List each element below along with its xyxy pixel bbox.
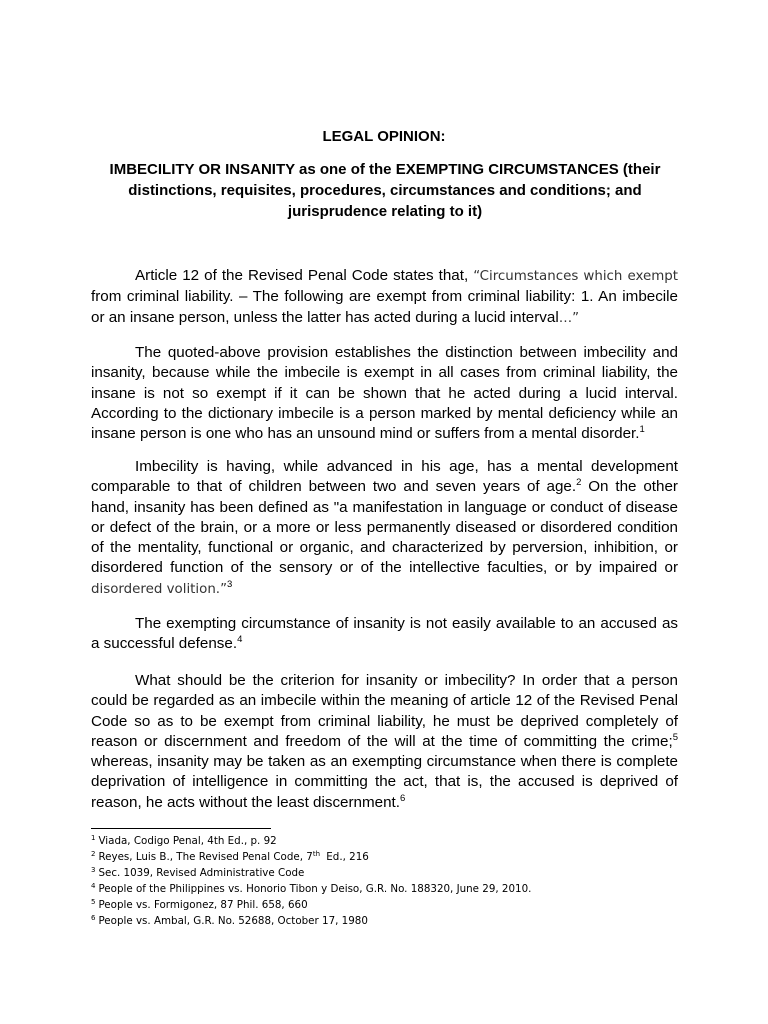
paragraph-criterion <box>91 671 678 813</box>
footnote-number: 5 <box>91 898 96 906</box>
page-title: LEGAL OPINION: <box>322 128 446 145</box>
footnote-item <box>91 881 691 897</box>
footnote-number: 4 <box>91 882 96 890</box>
footnote-item <box>91 897 691 913</box>
footnote-text: Reyes, Luis B., The Revised Penal Code, 7 <box>98 851 313 863</box>
footnote-item <box>91 833 691 849</box>
subtitle-line-2: distinctions, requisites, procedures, circumstances and conditions; and <box>128 182 642 199</box>
quoted-text: disordered volition.” <box>91 581 228 597</box>
footnote-divider <box>91 828 271 829</box>
footnote-number: 6 <box>91 914 96 922</box>
footnote-text: People vs. Formigonez, 87 Phil. 658, 660 <box>98 899 308 911</box>
footnote-text: People of the Philippines vs. Honorio Tibon y Deiso, G.R. No. 188320, June 29, 2010. <box>98 883 532 895</box>
paragraph-text: Article 12 of the Revised Penal Code states that, <box>135 267 474 284</box>
paragraph-text: The exempting circumstance of insanity is not easily available to an accused as a successful defense. <box>91 615 678 653</box>
paragraph-article-12 <box>91 266 678 329</box>
footnote-text: Ed., 216 <box>323 851 369 863</box>
footnote-ref: 3 <box>227 578 233 590</box>
footnote-ref: 6 <box>399 792 406 804</box>
footnote-ref: 4 <box>237 634 243 646</box>
footnote-text: Viada, Codigo Penal, 4th Ed., p. 92 <box>98 835 277 847</box>
footnote-number: 2 <box>91 850 96 858</box>
subtitle-line-1: IMBECILITY OR INSANITY as one of the EXEMPTING CIRCUMSTANCES (their <box>109 161 661 178</box>
footnote-item <box>91 849 691 865</box>
paragraph-text: from criminal liability. – The following are exempt from criminal liability: 1. An imbecile or an insane person, unless the latter has acted during a lucid interval <box>91 288 678 326</box>
footnote-ref: 1 <box>639 424 645 436</box>
quote-ellipsis: …” <box>558 310 580 326</box>
paragraph-text: whereas, insanity may be taken as an exempting circumstance when there is complete deprivation of intelligence in committing the act, that is, the accused is deprived of reason, he acts without the least discernment. <box>91 753 678 811</box>
quoted-text: “Circumstances which exempt <box>473 269 678 284</box>
paragraph-text: The quoted-above provision establishes the distinction between imbecility and insanity, because while the imbecile is exempt in all cases from criminal liability, the insane is not so exempt if it can be shown that he acted during a lucid interval. According to the dictionary imbecile is a person marked by mental deficiency while an insane person is one who has an unsound mind or suffers from a mental disorder. <box>91 344 678 443</box>
footnote-item <box>91 913 691 929</box>
document-subtitle <box>95 159 675 222</box>
paragraph-definitions <box>91 457 678 600</box>
footnote-number: 3 <box>91 866 96 874</box>
footnotes-list <box>91 833 691 929</box>
footnote-text: People vs. Ambal, G.R. No. 52688, October 17, 1980 <box>98 915 368 927</box>
footnote-ref: 2 <box>576 477 582 489</box>
paragraph-text: On the other hand, insanity has been defined as "a manifestation in language or conduct of disease or defect of the brain, or a more or less permanently diseased or disordered condition of the mentality, functional or organic, and characterized by perversion, inhibition, or disordered function of the sensory or of the intellective faculties, or by impaired or <box>91 478 678 577</box>
paragraph-text: What should be the criterion for insanity or imbecility? In order that a person could be regarded as an imbecile within the meaning of article 12 of the Revised Penal Code so as to be exempt from criminal liability, he must be deprived completely of reason or discernment and freedom of the will at the time of committing the crime; <box>91 672 678 750</box>
footnote-number: 1 <box>91 834 96 842</box>
footnote-ref: 5 <box>672 731 678 743</box>
footnote-text: Sec. 1039, Revised Administrative Code <box>98 867 305 879</box>
subtitle-line-3: jurisprudence relating to it) <box>287 203 483 220</box>
paragraph-defense <box>91 614 678 655</box>
paragraph-text: Imbecility is having, while advanced in his age, has a mental development comparable to that of children between two and seven years of age. <box>91 458 678 496</box>
ordinal-suffix: th <box>312 850 321 858</box>
paragraph-distinction <box>91 343 678 444</box>
footnote-item <box>91 865 691 881</box>
